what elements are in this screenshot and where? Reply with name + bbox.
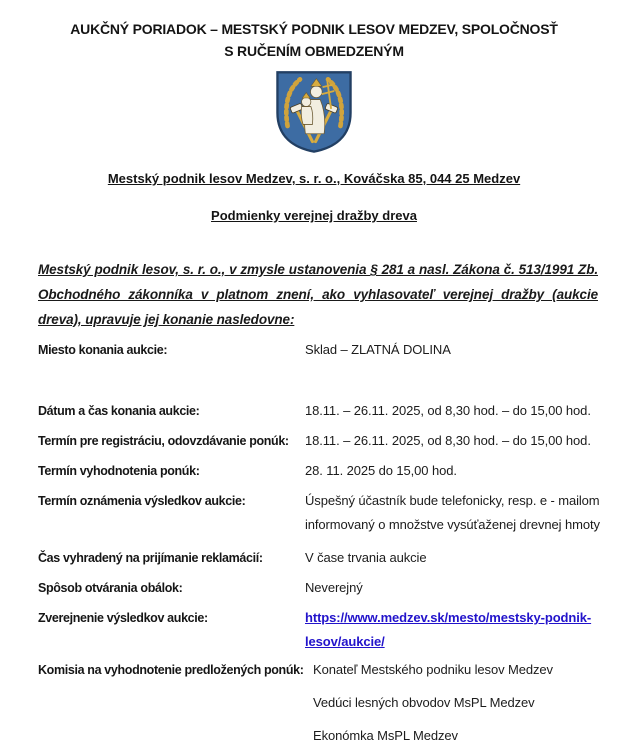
- row-label: Dátum a čas konania aukcie:: [38, 404, 200, 418]
- row-label: Termín vyhodnotenia ponúk:: [38, 464, 200, 478]
- row-value: 28. 11. 2025 do 15,00 hod.: [305, 463, 457, 478]
- committee-member: Ekonómka MsPL Medzev: [313, 728, 458, 743]
- row-label: Termín oznámenia výsledkov aukcie:: [38, 494, 246, 508]
- row-value: 18.11. – 26.11. 2025, od 8,30 hod. – do 15,00 hod.: [305, 433, 591, 448]
- document-title-line1: AUKČNÝ PORIADOK – MESTSKÝ PODNIK LESOV MEDZEV, SPOLOČNOSŤ: [70, 21, 558, 37]
- address-header: [0, 170, 628, 188]
- row-value: 18.11. – 26.11. 2025, od 8,30 hod. – do 15,00 hod.: [305, 403, 591, 418]
- info-rows: [38, 338, 620, 654]
- row-value: Sklad – ZLATNÁ DOLINA: [305, 342, 451, 357]
- row-label: Čas vyhradený na prijímanie reklamácií:: [38, 551, 263, 565]
- document-title-line2: S RUČENÍM OBMEDZENÝM: [224, 43, 404, 59]
- committee-row: [38, 658, 620, 682]
- document-title: [0, 0, 628, 62]
- row-value: V čase trvania aukcie: [305, 550, 427, 565]
- row-evaluation-deadline: [38, 459, 620, 483]
- row-value: Neverejný: [305, 580, 363, 595]
- committee-member: Vedúci lesných obvodov MsPL Medzev: [313, 695, 535, 710]
- crest-container: [0, 70, 628, 156]
- row-registration-deadline: [38, 429, 620, 453]
- subject-header-text: Podmienky verejnej dražby dreva: [211, 208, 417, 223]
- subject-header: [0, 207, 628, 225]
- row-label: Termín pre registráciu, odovzdávanie ponúk:: [38, 434, 289, 448]
- row-auction-date: [38, 399, 620, 423]
- row-results-notification: [38, 489, 620, 537]
- committee-label: Komisia na vyhodnotenie predložených ponúk:: [38, 663, 304, 677]
- row-value: Úspešný účastník bude telefonicky, resp. e - mailom informovaný o množstve vysúťaženej drevnej hmoty: [305, 493, 600, 532]
- intro-paragraph: Mestský podnik lesov, s. r. o., v zmysle ustanovenia § 281 a nasl. Zákona č. 513/1991 Zb. Obchodného zákonníka v platnom znení, ako vyhlasovateľ verejnej dražby (aukcie dreva), upravuje jej konanie nasledovne:: [38, 262, 598, 327]
- medzev-coat-of-arms-icon: [275, 70, 353, 154]
- row-label: Zverejnenie výsledkov aukcie:: [38, 611, 208, 625]
- row-envelope-opening: [38, 576, 620, 600]
- address-header-text: Mestský podnik lesov Medzev, s. r. o., Kováčska 85, 044 25 Medzev: [107, 171, 521, 186]
- row-label: Miesto konania aukcie:: [38, 343, 168, 357]
- results-url-link[interactable]: https://www.medzev.sk/mesto/mestsky-podnik-lesov/aukcie/: [305, 610, 592, 649]
- row-auction-place: [38, 338, 620, 362]
- row-results-publication: [38, 606, 620, 654]
- committee-section: [38, 658, 620, 748]
- row-value: [305, 606, 620, 654]
- row-label: Spôsob otvárania obálok:: [38, 581, 183, 595]
- committee-member: Konateľ Mestského podniku lesov Medzev: [313, 662, 553, 677]
- row-claims-time: [38, 546, 620, 570]
